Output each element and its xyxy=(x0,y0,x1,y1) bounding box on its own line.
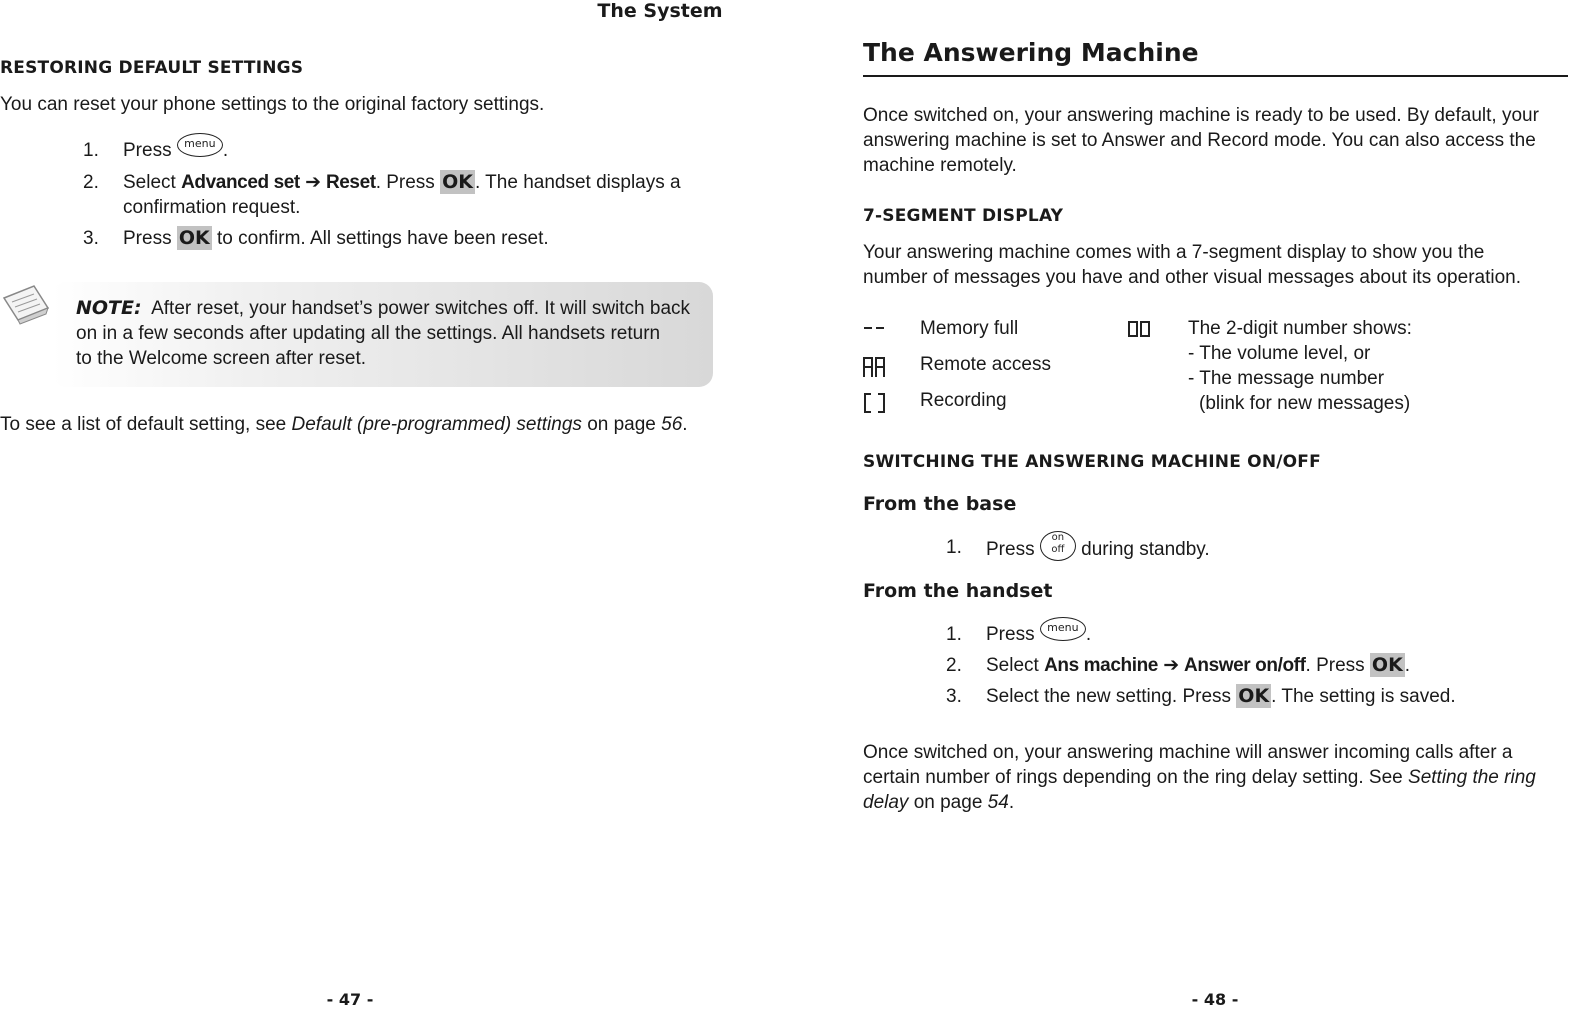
step-number: 1. xyxy=(83,140,99,161)
restore-step-2 xyxy=(83,170,723,222)
restore-intro: You can reset your phone settings to the original factory settings. xyxy=(0,94,545,115)
default-settings-reference: To see a list of default setting, see Default (pre-programmed) settings on page 56. xyxy=(0,414,688,435)
step-number: 1. xyxy=(946,537,962,558)
step-text: confirmation request. xyxy=(123,197,301,218)
answering-intro: Once switched on, your answering machine is ready to be used. By default, your answering machine is set to Answer and Record mode. You can also access the machine remotely. xyxy=(863,105,1539,176)
segment-intro: Your answering machine comes with a 7-segment display to show you the number of messages you have and other visual messages about its operation. xyxy=(863,242,1521,288)
arrow-right-icon: ➔ xyxy=(305,172,321,193)
handset-step-1: 1. Press menu . xyxy=(946,622,1566,648)
restore-step-1 xyxy=(83,138,723,164)
step-text: Press xyxy=(123,140,172,161)
arrow-right-icon: ➔ xyxy=(1163,655,1179,676)
page-number-left: - 47 - xyxy=(326,990,374,1009)
segment-label-remote-access: Remote access xyxy=(920,354,1051,375)
section-title-7-segment: 7-SEGMENT DISPLAY xyxy=(863,206,1064,226)
note-line: to the Welcome screen after reset. xyxy=(76,348,367,369)
restore-step-3 xyxy=(83,226,723,252)
segment-label-memory-full: Memory full xyxy=(920,318,1019,339)
menu-path-reset: Reset xyxy=(325,172,376,193)
note-paper-icon xyxy=(0,284,52,326)
closing-paragraph: Once switched on, your answering machine will answer incoming calls after a certain number of rings depending on the ring delay setting. See Setting the ring delay on page 54. xyxy=(863,742,1536,813)
reference-link-text: Setting the ring xyxy=(1408,767,1536,788)
step-text: Press xyxy=(123,228,172,249)
reference-page-number: 56 xyxy=(661,414,683,435)
segment-label-recording: Recording xyxy=(920,390,1007,411)
step-text: . xyxy=(222,140,229,161)
reference-link-text: Default (pre-programmed) settings xyxy=(291,414,582,435)
section-title-switching: SWITCHING THE ANSWERING MACHINE ON/OFF xyxy=(863,452,1321,472)
step-text: . Press xyxy=(375,172,435,193)
remote-access-segment-icon xyxy=(863,356,887,378)
page-title: The Answering Machine xyxy=(863,38,1199,67)
recording-segment-icon xyxy=(863,392,887,414)
ok-key-icon: OK xyxy=(1371,654,1403,676)
digit-description: The 2-digit number shows: - The volume level, or - The message number (blink for new messages) xyxy=(1188,318,1412,414)
ok-key-icon: OK xyxy=(442,171,473,193)
menu-path-ans-machine: Ans machine xyxy=(1044,655,1158,676)
subhead-from-handset: From the handset xyxy=(863,580,1053,602)
page-number-right: - 48 - xyxy=(1191,990,1239,1009)
ok-key-icon: OK xyxy=(1238,685,1270,707)
step-number: 2. xyxy=(946,655,962,676)
reference-page-number: 54 xyxy=(987,792,1009,813)
note-label: NOTE: xyxy=(76,297,142,319)
ok-key-icon: OK xyxy=(178,227,210,249)
step-number: 3. xyxy=(83,228,99,249)
section-title-restoring-defaults: RESTORING DEFAULT SETTINGS xyxy=(0,58,304,78)
step-text: to confirm. All settings have been reset. xyxy=(217,228,549,249)
step-number: 3. xyxy=(946,686,962,707)
menu-path-answer-on-off: Answer on/off xyxy=(1184,655,1306,676)
memory-full-segment-icon xyxy=(863,320,887,336)
handset-step-2: 2. Select Ans machine ➔ Answer on/off. Press OK . xyxy=(946,654,1411,676)
handset-step-3: 3. Select the new setting. Press OK . The setting is saved. xyxy=(946,685,1456,707)
step-text: Select xyxy=(123,172,176,193)
base-step-1: 1. Press on off during standby. xyxy=(946,532,1210,561)
step-number: 1. xyxy=(946,624,962,645)
menu-key-icon: menu xyxy=(1040,617,1086,641)
step-text: . The handset displays a xyxy=(474,172,681,193)
note-text xyxy=(76,296,691,371)
menu-key-icon: menu xyxy=(177,133,223,157)
menu-path-advanced-set: Advanced set xyxy=(181,172,300,193)
note-line: After reset, your handset’s power switches off. It will switch back xyxy=(151,298,691,319)
subhead-from-base: From the base xyxy=(863,493,1017,515)
title-divider xyxy=(863,75,1568,77)
running-header: The System xyxy=(597,0,723,22)
step-number: 2. xyxy=(83,172,99,193)
two-digit-segment-icon xyxy=(1128,320,1150,338)
on-off-key-icon: on off xyxy=(1040,531,1076,561)
note-line: on in a few seconds after updating all the settings. All handsets return xyxy=(76,323,661,344)
reference-link-text: delay xyxy=(863,792,909,813)
